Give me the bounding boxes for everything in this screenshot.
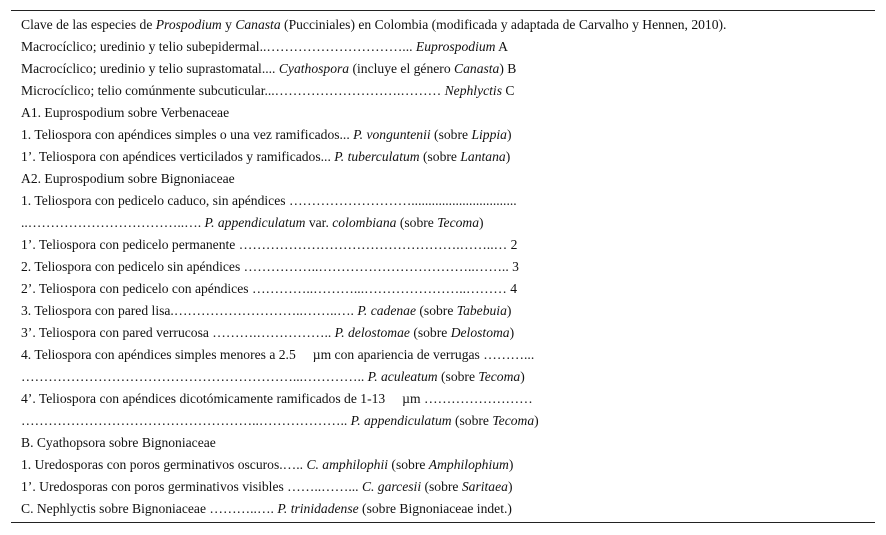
text-segment: ……………………………………………………...…………..: [21, 369, 368, 384]
italic-text-segment: P. appendiculatum: [350, 413, 452, 428]
italic-text-segment: P. cadenae: [357, 303, 416, 318]
key-row: [21, 258, 519, 276]
text-segment: 1’. Teliospora con pedicelo permanente ………………………………………….……..… 2: [21, 237, 518, 252]
key-row: [21, 434, 216, 452]
text-segment: (sobre: [437, 369, 479, 384]
italic-text-segment: P. aculeatum: [367, 369, 438, 384]
text-segment: A1. Euprospodium sobre Verbenaceae: [21, 105, 230, 120]
text-segment: ): [520, 369, 525, 384]
text-segment: (sobre: [430, 127, 472, 142]
text-segment: Clave de las especies de: [21, 17, 156, 32]
text-segment: 1. Teliospora con pedicelo caduco, sin apéndices ………………………...............................: [21, 193, 517, 208]
key-row: [21, 126, 511, 144]
italic-text-segment: C. amphilophii: [306, 457, 389, 472]
text-segment: C: [502, 83, 515, 98]
text-segment: ): [508, 457, 514, 472]
key-row: [21, 368, 525, 386]
key-row: [21, 302, 511, 320]
italic-text-segment: P. vonguntenii: [353, 127, 431, 142]
italic-text-segment: Nephlyctis: [444, 83, 502, 98]
text-segment: (sobre: [421, 479, 462, 494]
text-segment: 3. Teliospora con pared lisa.………………………..……..….: [21, 303, 358, 318]
italic-text-segment: P. appendiculatum: [204, 215, 306, 230]
italic-text-segment: Cyathospora: [278, 61, 350, 76]
key-row: [21, 478, 512, 496]
text-segment: A2. Euprospodium sobre Bignoniaceae: [21, 171, 235, 186]
text-segment: Macrocíclico; uredinio y telio suprastomatal....: [21, 61, 279, 76]
text-segment: 1. Teliospora con apéndices simples o una vez ramificados...: [21, 127, 354, 142]
species-key-table: [11, 10, 875, 523]
text-segment: ): [506, 127, 512, 142]
italic-text-segment: Tecoma: [478, 369, 521, 384]
key-row: [21, 500, 512, 518]
key-row: [21, 60, 516, 78]
text-segment: ) B: [499, 61, 517, 76]
text-segment: 4’. Teliospora con apéndices dicotómicamente ramificados de 1-13 µm ……………………: [21, 391, 533, 406]
text-segment: 2. Teliospora con pedicelo sin apéndices ……………..……………………………..…….. 3: [21, 259, 519, 274]
italic-text-segment: Euprospodium: [415, 39, 496, 54]
italic-text-segment: colombiana: [332, 215, 397, 230]
text-segment: ..……………………………..….: [21, 215, 205, 230]
italic-text-segment: P. tuberculatum: [334, 149, 420, 164]
text-segment: (Pucciniales) en Colombia (modificada y adaptada de Carvalho y Hennen, 2010).: [280, 17, 727, 32]
key-row: [21, 390, 533, 408]
italic-text-segment: Tecoma: [492, 413, 535, 428]
text-segment: (sobre: [451, 413, 493, 428]
text-segment: (sobre: [409, 325, 451, 340]
italic-text-segment: P. trinidadense: [277, 501, 359, 516]
italic-text-segment: Prospodium: [155, 17, 222, 32]
italic-text-segment: Canasta: [235, 17, 281, 32]
key-row: [21, 104, 229, 122]
text-segment: C. Nephlyctis sobre Bignoniaceae ………..….: [21, 501, 278, 516]
text-segment: ): [534, 413, 539, 428]
text-segment: (incluye el género: [349, 61, 455, 76]
text-segment: 4. Teliospora con apéndices simples menores a 2.5 µm con apariencia de verrugas ………...: [21, 347, 535, 362]
key-row: [21, 170, 235, 188]
italic-text-segment: Canasta: [454, 61, 500, 76]
text-segment: Macrocíclico; uredinio y telio subepidermal..…………………………...: [21, 39, 416, 54]
text-segment: ): [506, 303, 512, 318]
key-row: [21, 324, 514, 342]
text-segment: (sobre: [415, 303, 457, 318]
key-row: [21, 412, 539, 430]
text-segment: Microcíclico; telio comúnmente subcuticular...……………………….………: [21, 83, 445, 98]
italic-text-segment: Tabebuia: [456, 303, 507, 318]
text-segment: (sobre Bignoniaceae indet.): [358, 501, 512, 516]
text-segment: 2’. Teliospora con pedicelo con apéndices …………..………...…………………..……… 4: [21, 281, 518, 296]
text-segment: (sobre: [388, 457, 429, 472]
text-segment: 1. Uredosporas con poros germinativos oscuros.…..: [21, 457, 307, 472]
italic-text-segment: Tecoma: [437, 215, 480, 230]
key-row: [21, 346, 534, 364]
text-segment: ): [507, 479, 513, 494]
key-row: [21, 38, 508, 56]
key-row: [21, 280, 517, 298]
text-segment: 1’. Uredosporas con poros germinativos visibles ……..……...: [21, 479, 362, 494]
text-segment: ): [509, 325, 515, 340]
table-caption: [21, 16, 726, 34]
text-segment: A: [495, 39, 508, 54]
text-segment: ……………………………………………..………………..: [21, 413, 351, 428]
text-segment: (sobre: [419, 149, 461, 164]
text-segment: (sobre: [396, 215, 438, 230]
italic-text-segment: Lantana: [460, 149, 506, 164]
italic-text-segment: Saritaea: [461, 479, 508, 494]
italic-text-segment: Delostoma: [450, 325, 510, 340]
key-row: [21, 192, 517, 210]
key-row: [21, 82, 514, 100]
text-segment: var.: [305, 215, 333, 230]
key-row: [21, 148, 510, 166]
key-row: [21, 236, 517, 254]
key-row: [21, 214, 484, 232]
italic-text-segment: Amphilophium: [428, 457, 509, 472]
italic-text-segment: P. delostomae: [334, 325, 410, 340]
key-row: [21, 456, 513, 474]
text-segment: 1’. Teliospora con apéndices verticilados y ramificados...: [21, 149, 335, 164]
text-segment: 3’. Teliospora con pared verrucosa ……….……………..: [21, 325, 335, 340]
text-segment: ): [479, 215, 484, 230]
text-segment: B. Cyathopsora sobre Bignoniaceae: [21, 435, 216, 450]
italic-text-segment: Lippia: [471, 127, 507, 142]
text-segment: y: [221, 17, 236, 32]
italic-text-segment: C. garcesii: [361, 479, 422, 494]
text-segment: ): [505, 149, 511, 164]
